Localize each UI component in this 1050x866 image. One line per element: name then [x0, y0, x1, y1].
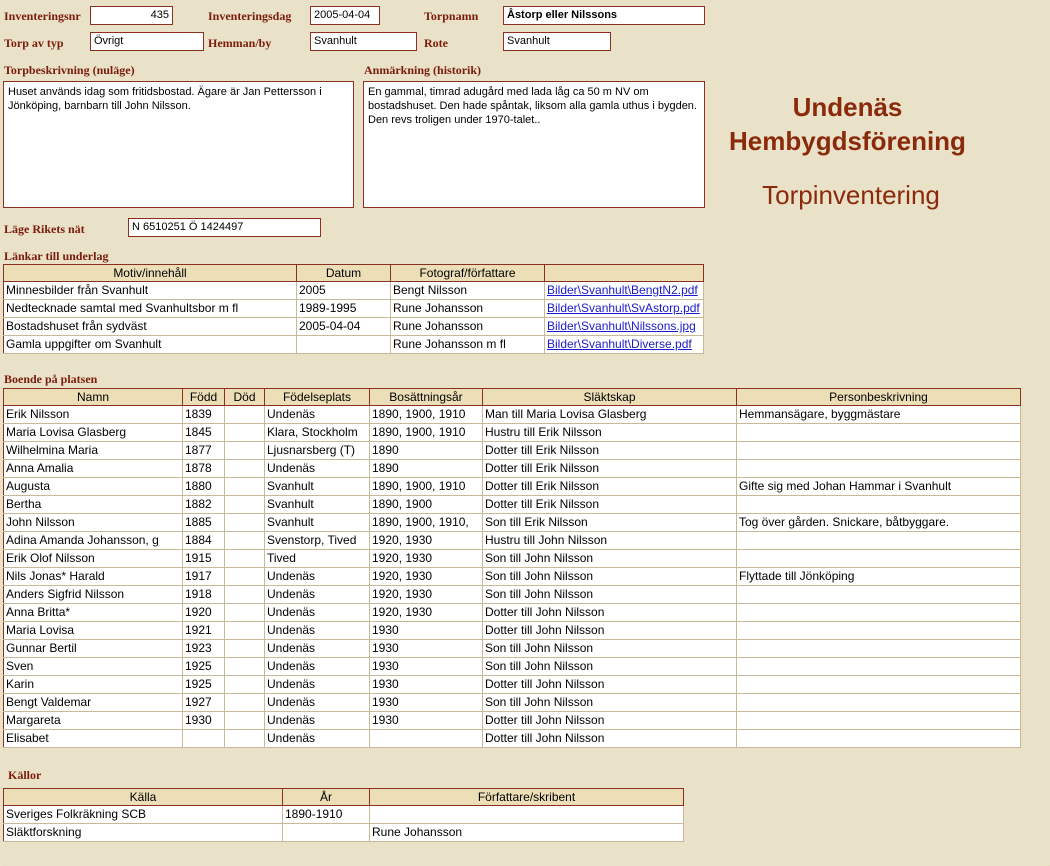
res-cell[interactable]: 1930 — [183, 712, 225, 730]
residents-table — [3, 388, 1021, 748]
res-row — [4, 460, 1021, 478]
res-cell[interactable] — [225, 712, 265, 730]
res-cell[interactable]: Svanhult — [265, 514, 370, 532]
res-col-fodd: Född — [183, 389, 225, 406]
res-cell[interactable] — [225, 694, 265, 712]
res-cell[interactable]: Klara, Stockholm — [265, 424, 370, 442]
res-cell[interactable]: Ljusnarsberg (T) — [265, 442, 370, 460]
res-cell[interactable]: 1930 — [370, 676, 483, 694]
res-cell[interactable]: 1917 — [183, 568, 225, 586]
res-col-personbeskrivning: Personbeskrivning — [737, 389, 1021, 406]
res-cell[interactable]: 1890 — [370, 442, 483, 460]
res-cell[interactable]: Son till John Nilsson — [483, 568, 737, 586]
links-row — [4, 282, 704, 300]
res-cell[interactable] — [737, 496, 1021, 514]
res-cell[interactable]: Anna Amalia — [4, 460, 183, 478]
res-cell[interactable]: Dotter till Erik Nilsson — [483, 478, 737, 496]
res-cell[interactable]: Undenäs — [265, 694, 370, 712]
res-cell[interactable]: Dotter till Erik Nilsson — [483, 496, 737, 514]
res-cell[interactable]: Svanhult — [265, 496, 370, 514]
res-cell[interactable] — [225, 496, 265, 514]
links-link[interactable]: Bilder\Svanhult\Diverse.pdf — [547, 337, 692, 351]
res-cell[interactable]: Svenstorp, Tived — [265, 532, 370, 550]
torp-av-typ-label: Torp av typ — [4, 36, 64, 50]
res-cell[interactable]: 1930 — [370, 640, 483, 658]
page-subtitle: Torpinventering — [762, 180, 940, 210]
links-col-motiv: Motiv/innehåll — [4, 265, 297, 282]
res-cell[interactable]: 1930 — [370, 694, 483, 712]
hemman-label: Hemman/by — [208, 36, 272, 50]
res-cell[interactable] — [183, 730, 225, 748]
res-cell[interactable]: 1882 — [183, 496, 225, 514]
res-cell[interactable] — [737, 424, 1021, 442]
inventeringsnr-field[interactable]: 435 — [90, 6, 173, 25]
torpnamn-label: Torpnamn — [424, 9, 479, 23]
res-row — [4, 622, 1021, 640]
res-cell[interactable]: Adina Amanda Johansson, g — [4, 532, 183, 550]
res-cell[interactable]: Margareta — [4, 712, 183, 730]
res-cell[interactable]: Tog över gården. Snickare, båtbyggare. — [737, 514, 1021, 532]
res-cell[interactable]: Nils Jonas* Harald — [4, 568, 183, 586]
links-section-label: Länkar till underlag — [4, 249, 109, 263]
res-row — [4, 586, 1021, 604]
res-cell[interactable]: 1890, 1900 — [370, 496, 483, 514]
links-cell[interactable]: 1989-1995 — [297, 300, 391, 318]
hemman-field[interactable]: Svanhult — [310, 32, 417, 51]
res-cell[interactable] — [737, 460, 1021, 478]
res-row — [4, 424, 1021, 442]
src-row — [4, 806, 684, 824]
res-cell[interactable]: Dotter till John Nilsson — [483, 730, 737, 748]
res-cell[interactable]: Undenäs — [265, 640, 370, 658]
res-cell[interactable]: 1927 — [183, 694, 225, 712]
res-cell[interactable] — [737, 586, 1021, 604]
res-cell[interactable]: Dotter till John Nilsson — [483, 622, 737, 640]
res-cell[interactable]: 1925 — [183, 658, 225, 676]
location-field[interactable]: N 6510251 Ö 1424497 — [128, 218, 321, 237]
res-cell[interactable]: Gifte sig med Johan Hammar i Svanhult — [737, 478, 1021, 496]
res-cell[interactable]: Undenäs — [265, 622, 370, 640]
res-cell[interactable]: Man till Maria Lovisa Glasberg — [483, 406, 737, 424]
res-cell[interactable]: 1920, 1930 — [370, 550, 483, 568]
links-col-link — [545, 265, 704, 282]
links-cell[interactable]: 2005 — [297, 282, 391, 300]
links-cell[interactable]: Rune Johansson — [391, 318, 545, 336]
res-cell[interactable]: 1930 — [370, 658, 483, 676]
links-cell[interactable] — [545, 336, 704, 354]
res-cell[interactable] — [225, 460, 265, 478]
res-cell[interactable]: Undenäs — [265, 406, 370, 424]
res-cell[interactable]: Undenäs — [265, 730, 370, 748]
res-cell[interactable]: John Nilsson — [4, 514, 183, 532]
src-cell[interactable] — [283, 824, 370, 842]
links-row — [4, 300, 704, 318]
rote-field[interactable]: Svanhult — [503, 32, 611, 51]
res-cell[interactable] — [737, 622, 1021, 640]
links-row — [4, 336, 704, 354]
src-cell[interactable]: Rune Johansson — [370, 824, 684, 842]
res-cell[interactable]: 1920, 1930 — [370, 568, 483, 586]
res-cell[interactable]: Son till Erik Nilsson — [483, 514, 737, 532]
src-col-ar: År — [283, 789, 370, 806]
res-cell[interactable] — [737, 658, 1021, 676]
res-row — [4, 514, 1021, 532]
anmarkning-field[interactable]: En gammal, timrad adugård med lada låg ca 50 m NV om bostadshuset. Den hade spåntak, liksom alla gamla uthus i bygden. Den revs troligen under 1970-talet.. — [363, 81, 705, 208]
res-cell[interactable] — [225, 442, 265, 460]
inventeringsdag-label: Inventeringsdag — [208, 9, 292, 23]
res-cell[interactable]: Dotter till Erik Nilsson — [483, 460, 737, 478]
links-cell[interactable]: Bengt Nilsson — [391, 282, 545, 300]
res-row — [4, 550, 1021, 568]
res-cell[interactable]: Karin — [4, 676, 183, 694]
res-cell[interactable]: 1890, 1900, 1910 — [370, 406, 483, 424]
res-cell[interactable]: 1839 — [183, 406, 225, 424]
res-cell[interactable]: 1880 — [183, 478, 225, 496]
res-cell[interactable]: 1885 — [183, 514, 225, 532]
links-cell[interactable]: Gamla uppgifter om Svanhult — [4, 336, 297, 354]
links-cell[interactable] — [545, 300, 704, 318]
links-link[interactable]: Bilder\Svanhult\Nilssons.jpg — [547, 319, 696, 333]
res-cell[interactable]: Son till John Nilsson — [483, 550, 737, 568]
res-cell[interactable]: Undenäs — [265, 658, 370, 676]
res-cell[interactable]: Son till John Nilsson — [483, 694, 737, 712]
res-col-dod: Död — [225, 389, 265, 406]
res-cell[interactable]: Gunnar Bertil — [4, 640, 183, 658]
res-cell[interactable] — [225, 532, 265, 550]
torp-av-typ-field[interactable]: Övrigt — [90, 32, 204, 51]
res-row — [4, 568, 1021, 586]
res-cell[interactable] — [225, 604, 265, 622]
links-cell[interactable] — [545, 318, 704, 336]
res-row — [4, 658, 1021, 676]
org-name-line1: Undenäs — [792, 92, 903, 122]
inventeringsdag-field[interactable]: 2005-04-04 — [310, 6, 380, 25]
res-cell[interactable]: Elisabet — [4, 730, 183, 748]
rote-label: Rote — [424, 36, 448, 50]
res-cell[interactable]: 1915 — [183, 550, 225, 568]
res-cell[interactable]: Bertha — [4, 496, 183, 514]
res-cell[interactable] — [737, 640, 1021, 658]
res-cell[interactable] — [737, 532, 1021, 550]
res-row — [4, 406, 1021, 424]
res-cell[interactable]: 1890 — [370, 460, 483, 478]
res-cell[interactable]: Svanhult — [265, 478, 370, 496]
res-cell[interactable]: Tived — [265, 550, 370, 568]
res-cell[interactable] — [225, 424, 265, 442]
res-cell[interactable] — [737, 550, 1021, 568]
links-row — [4, 318, 704, 336]
res-row — [4, 694, 1021, 712]
res-cell[interactable] — [225, 568, 265, 586]
res-cell[interactable]: Son till John Nilsson — [483, 640, 737, 658]
links-col-fotograf: Fotograf/författare — [391, 265, 545, 282]
links-cell[interactable] — [545, 282, 704, 300]
res-cell[interactable] — [737, 712, 1021, 730]
links-cell[interactable]: Bostadshuset från sydväst — [4, 318, 297, 336]
res-cell[interactable]: Hustru till John Nilsson — [483, 532, 737, 550]
res-row — [4, 532, 1021, 550]
src-cell[interactable]: Släktforskning — [4, 824, 283, 842]
links-link[interactable]: Bilder\Svanhult\BengtN2.pdf — [547, 283, 698, 297]
res-col-bosattningsar: Bosättningsår — [370, 389, 483, 406]
res-cell[interactable]: Undenäs — [265, 676, 370, 694]
res-row — [4, 730, 1021, 748]
res-cell[interactable]: Bengt Valdemar — [4, 694, 183, 712]
links-table — [3, 264, 704, 354]
location-label: Läge Rikets nät — [4, 222, 85, 236]
res-cell[interactable] — [225, 550, 265, 568]
res-cell[interactable] — [225, 514, 265, 532]
res-row — [4, 640, 1021, 658]
links-cell[interactable]: Minnesbilder från Svanhult — [4, 282, 297, 300]
res-col-namn: Namn — [4, 389, 183, 406]
res-col-fodelseplats: Födelseplats — [265, 389, 370, 406]
res-cell[interactable]: 1921 — [183, 622, 225, 640]
src-row — [4, 824, 684, 842]
res-row — [4, 442, 1021, 460]
src-cell[interactable] — [370, 806, 684, 824]
res-cell[interactable]: Son till John Nilsson — [483, 658, 737, 676]
res-cell[interactable] — [225, 658, 265, 676]
res-cell[interactable]: Hustru till Erik Nilsson — [483, 424, 737, 442]
res-cell[interactable]: 1918 — [183, 586, 225, 604]
res-cell[interactable]: Maria Lovisa — [4, 622, 183, 640]
res-row — [4, 478, 1021, 496]
res-cell[interactable]: Erik Olof Nilsson — [4, 550, 183, 568]
res-row — [4, 676, 1021, 694]
links-cell[interactable]: Nedtecknade samtal med Svanhultsbor m fl — [4, 300, 297, 318]
links-link[interactable]: Bilder\Svanhult\SvAstorp.pdf — [547, 301, 700, 315]
res-cell[interactable]: Dotter till Erik Nilsson — [483, 442, 737, 460]
links-cell[interactable]: Rune Johansson m fl — [391, 336, 545, 354]
links-cell[interactable]: 2005-04-04 — [297, 318, 391, 336]
res-cell[interactable]: Son till John Nilsson — [483, 586, 737, 604]
res-cell[interactable]: 1925 — [183, 676, 225, 694]
residents-section-label: Boende på platsen — [4, 372, 98, 386]
res-cell[interactable]: Wilhelmina Maria — [4, 442, 183, 460]
res-cell[interactable]: Dotter till John Nilsson — [483, 712, 737, 730]
res-cell[interactable]: Sven — [4, 658, 183, 676]
res-cell[interactable]: 1920, 1930 — [370, 604, 483, 622]
res-cell[interactable]: 1930 — [370, 712, 483, 730]
res-cell[interactable] — [225, 676, 265, 694]
res-cell[interactable]: Dotter till John Nilsson — [483, 604, 737, 622]
res-cell[interactable] — [225, 406, 265, 424]
res-cell[interactable]: Undenäs — [265, 568, 370, 586]
res-cell[interactable] — [225, 622, 265, 640]
res-cell[interactable]: 1930 — [370, 622, 483, 640]
res-cell[interactable]: 1890, 1900, 1910 — [370, 424, 483, 442]
res-cell[interactable]: 1890, 1900, 1910, — [370, 514, 483, 532]
src-col-kalla: Källa — [4, 789, 283, 806]
res-cell[interactable]: 1923 — [183, 640, 225, 658]
res-cell[interactable]: Flyttade till Jönköping — [737, 568, 1021, 586]
res-col-slaktskap: Släktskap — [483, 389, 737, 406]
res-cell[interactable]: 1845 — [183, 424, 225, 442]
res-cell[interactable] — [370, 730, 483, 748]
res-row — [4, 604, 1021, 622]
res-cell[interactable] — [225, 730, 265, 748]
res-cell[interactable]: Undenäs — [265, 604, 370, 622]
links-col-datum: Datum — [297, 265, 391, 282]
res-row — [4, 712, 1021, 730]
res-cell[interactable]: Anders Sigfrid Nilsson — [4, 586, 183, 604]
anmarkning-label: Anmärkning (historik) — [364, 63, 482, 77]
res-cell[interactable] — [225, 586, 265, 604]
org-name-line2: Hembygdsförening — [729, 126, 966, 156]
inventeringsnr-label: Inventeringsnr — [4, 9, 81, 23]
res-cell[interactable]: 1920, 1930 — [370, 532, 483, 550]
res-cell[interactable] — [737, 442, 1021, 460]
sources-table — [3, 788, 684, 842]
res-cell[interactable]: Undenäs — [265, 712, 370, 730]
res-cell[interactable]: 1890, 1900, 1910 — [370, 478, 483, 496]
src-cell[interactable]: 1890-1910 — [283, 806, 370, 824]
torpbeskrivning-label: Torpbeskrivning (nuläge) — [4, 63, 135, 77]
res-cell[interactable]: Anna Britta* — [4, 604, 183, 622]
res-cell[interactable] — [737, 730, 1021, 748]
res-cell[interactable] — [225, 640, 265, 658]
src-cell[interactable]: Sveriges Folkräkning SCB — [4, 806, 283, 824]
res-cell[interactable]: Dotter till John Nilsson — [483, 676, 737, 694]
res-cell[interactable] — [225, 478, 265, 496]
res-cell[interactable]: 1877 — [183, 442, 225, 460]
links-cell[interactable]: Rune Johansson — [391, 300, 545, 318]
torpnamn-field[interactable]: Åstorp eller Nilssons — [503, 6, 705, 25]
res-cell[interactable] — [737, 694, 1021, 712]
res-cell[interactable]: 1878 — [183, 460, 225, 478]
src-col-forfattare: Författare/skribent — [370, 789, 684, 806]
links-cell[interactable] — [297, 336, 391, 354]
res-cell[interactable]: Augusta — [4, 478, 183, 496]
torpbeskrivning-field[interactable]: Huset används idag som fritidsbostad. Ägare är Jan Pettersson i Jönköping, barnbarn till John Nilsson. — [3, 81, 354, 208]
res-cell[interactable]: 1920, 1930 — [370, 586, 483, 604]
res-cell[interactable]: Undenäs — [265, 586, 370, 604]
res-cell[interactable]: Maria Lovisa Glasberg — [4, 424, 183, 442]
res-cell[interactable]: Erik Nilsson — [4, 406, 183, 424]
res-cell[interactable] — [737, 604, 1021, 622]
res-cell[interactable]: Undenäs — [265, 460, 370, 478]
res-cell[interactable]: 1920 — [183, 604, 225, 622]
sources-section-label: Källor — [8, 768, 42, 782]
res-cell[interactable]: 1884 — [183, 532, 225, 550]
res-cell[interactable]: Hemmansägare, byggmästare — [737, 406, 1021, 424]
res-cell[interactable] — [737, 676, 1021, 694]
res-row — [4, 496, 1021, 514]
